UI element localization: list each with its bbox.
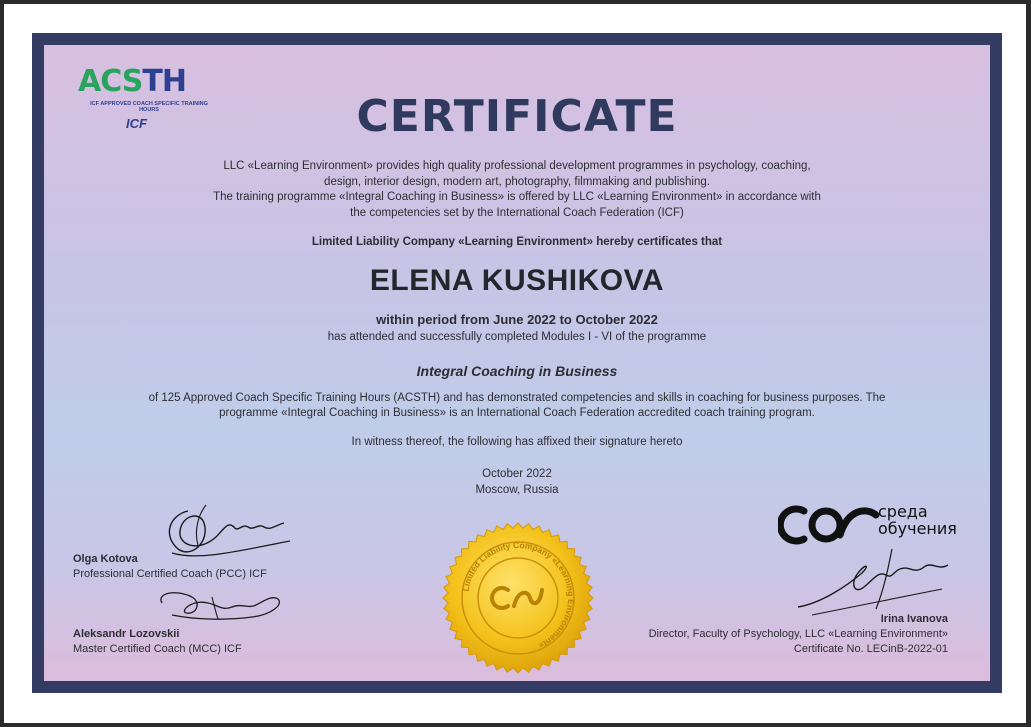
hours-line: of 125 Approved Coach Specific Training Hours (ACSTH) and has demonstrated competencies and skills in coaching for business purposes. The [148, 392, 886, 404]
director-name: Irina Ivanova [880, 613, 948, 625]
signatory-name: Aleksandr Lozovskii [73, 628, 180, 640]
acsth-logo-subtitle: ICF APPROVED COACH SPECIFIC TRAINING HOURS [90, 101, 208, 113]
signature-lozovskii [152, 585, 284, 629]
certifies-statement: Limited Liability Company «Learning Environment» hereby certificates that [311, 236, 723, 248]
intro-line: The training programme «Integral Coaching in Business» is offered by LLC «Learning Environment» in accordance with [213, 191, 821, 203]
brand-line-2: обучения [878, 519, 957, 538]
training-period: within period from June 2022 to October 2022 [376, 312, 658, 327]
company-seal [442, 522, 594, 674]
signatory-kotova [73, 552, 267, 582]
programme-name: Integral Coaching in Business [416, 363, 618, 379]
sreda-logo-icon [778, 501, 882, 549]
acsth-logo-text-a: ACS [78, 64, 143, 99]
acsth-logo-text-b: TH [142, 64, 186, 99]
issue-date: October 2022 [482, 468, 552, 480]
intro-line: design, interior design, modern art, photography, filmmaking and publishing. [324, 175, 710, 188]
director-signatory [649, 612, 948, 657]
issue-date-place [44, 467, 990, 498]
certificate-title: CERTIFICATE [356, 91, 678, 142]
certificate-number: Certificate No. LECinB-2022-01 [793, 643, 948, 655]
hours-line: programme «Integral Coaching in Business» is an International Coach Federation accredited coach training program. [219, 407, 815, 419]
hours-paragraph [104, 391, 930, 421]
issue-place: Moscow, Russia [475, 483, 559, 496]
sreda-logo-text [878, 503, 957, 537]
signatory-lozovskii [73, 627, 242, 657]
signatory-title: Master Certified Coach (MCC) ICF [73, 643, 242, 655]
signatory-title: Professional Certified Coach (PCC) ICF [73, 568, 267, 580]
icf-logo: ICF [126, 116, 147, 131]
attended-statement: has attended and successfully completed Modules I - VI of the programme [327, 331, 707, 343]
signatory-name: Olga Kotova [73, 553, 138, 565]
intro-paragraph [44, 159, 990, 221]
certificate-paper [44, 45, 990, 681]
seal-text: Limited Liability Company «Learning Environment» [460, 539, 577, 651]
intro-line: LLC «Learning Environment» provides high quality professional development programmes in psychology, coaching, [223, 160, 811, 172]
witness-statement: In witness thereof, the following has affixed their signature hereto [351, 436, 683, 448]
signature-ivanova [792, 545, 952, 621]
brand-line-1: среда [878, 502, 928, 521]
recipient-name: ELENA KUSHIKOVA [369, 264, 665, 297]
intro-line: the competencies set by the International Coach Federation (ICF) [350, 206, 684, 219]
director-title: Director, Faculty of Psychology, LLC «Learning Environment» [648, 628, 948, 640]
certificate-page [4, 4, 1026, 723]
